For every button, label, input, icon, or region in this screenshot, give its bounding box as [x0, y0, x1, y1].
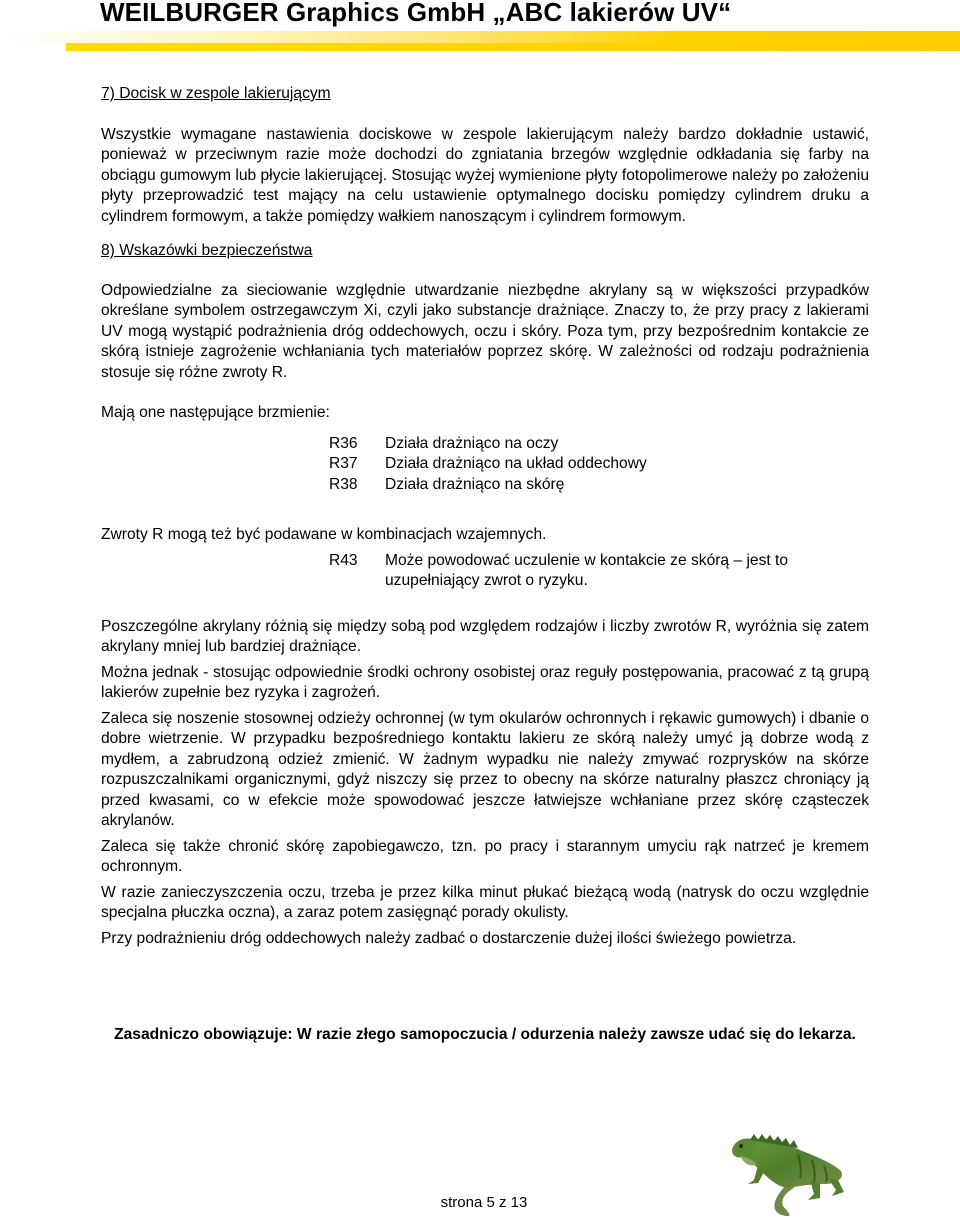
- r-phrases-intro: Mają one następujące brzmienie:: [101, 404, 330, 421]
- iguana-icon: [728, 1128, 850, 1218]
- paragraph-acrylates: Poszczególne akrylany różnią się między sobą pod względem rodzajów i liczby zwrotów R, wyróżnia się zatem akrylany mniej lub bardziej drażniące.: [101, 617, 869, 655]
- list-item: [329, 475, 869, 496]
- r43-text-line-1: Może powodować uczulenie w kontakcie ze skórą – jest to: [385, 551, 789, 569]
- document-body: [101, 84, 869, 949]
- paragraph-airways: Przy podrażnieniu dróg oddechowych należy zadbać o dostarczenie dużej ilości świeżego powietrza.: [101, 929, 797, 947]
- r-phrase-code: R43: [329, 551, 358, 569]
- section-8-heading: 8) Wskazówki bezpieczeństwa: [101, 242, 313, 259]
- r-phrase-text: [385, 551, 869, 592]
- r43-text-line-2: uzupełniający zwrot o ryzyku.: [385, 572, 588, 589]
- list-item: [329, 434, 869, 455]
- final-note: Zasadniczo obowiązuje: W razie złego samopoczucia / odurzenia należy zawsze udać się do lekarza.: [114, 1026, 856, 1043]
- combination-note: Zwroty R mogą też być podawane w kombinacjach wzajemnych.: [101, 526, 547, 543]
- r-phrase-code: R38: [329, 475, 358, 493]
- paragraph-eyes: W razie zanieczyszczenia oczu, trzeba je przez kilka minut płukać bieżącą wodą (natrysk do oczu względnie specjalna płuczka oczna), a zaraz potem zasięgnąć porady okulisty.: [101, 883, 869, 921]
- header-yellow-bar: [66, 43, 960, 51]
- paragraph-protection: Można jednak - stosując odpowiednie środki ochrony osobistej oraz reguły postępowania, pracować z tą grupą lakierów zupełnie bez ryzyka i zagrożeń.: [101, 663, 869, 701]
- section-8-paragraph: Odpowiedzialne za sieciowanie względnie utwardzanie niezbędne akrylany są w większości przypadków określane symbolem ostrzegawczym Xi, czyli jako substancje drażniące. Znaczy to, że przy pracy z lakierami UV mogą wystąpić podrażnienia dróg oddechowych, oczu i skóry. Poza tym, przy bezpośrednim kontakcie ze skórą istnieje zagrożenie wchłaniania tych materiałów poprzez skórę. W zależności od rodzaju podrażnienia stosuje się różne zwroty R.: [101, 281, 869, 381]
- r43-phrase: [329, 551, 869, 592]
- r-phrase-text: Działa drażniąco na oczy: [385, 434, 559, 452]
- paragraph-skin-cream: Zaleca się także chronić skórę zapobiegawczo, tzn. po pracy i starannym umyciu rąk natrzeć je kremem ochronnym.: [101, 837, 869, 875]
- page-number: strona 5 z 13: [440, 1194, 528, 1211]
- r-phrase-list: [329, 434, 869, 496]
- header-gradient-band: [0, 31, 960, 43]
- section-7-heading: 7) Docisk w zespole lakierującym: [101, 85, 331, 102]
- r-phrase-code: R37: [329, 455, 358, 472]
- r-phrase-code: R36: [329, 434, 358, 452]
- list-item: [329, 454, 869, 475]
- document-title: WEILBURGER Graphics GmbH „ABC lakierów UV“: [100, 0, 732, 27]
- r-phrase-text: Działa drażniąco na układ oddechowy: [385, 455, 647, 472]
- paragraph-clothing: Zaleca się noszenie stosownej odzieży ochronnej (w tym okularów ochronnych i rękawic gumowych) i dbanie o dobre wietrzenie. W przypadku bezpośredniego kontaktu lakieru ze skórą należy umyć ją dobrze wodą z mydłem, a zabrudzoną odzież zmienić. W żadnym wypadku nie należy zmywać rozprysków na skórze rozpuszczalnikami organicznymi, gdyż niszczy się przez to obecny na skórze naturalny płaszcz chroniący ją przed kwasami, co w efekcie może spowodować jeszcze łatwiejsze wchłaniane przez skórę cząsteczek akrylanów.: [101, 709, 869, 829]
- r-phrase-text: Działa drażniąco na skórę: [385, 475, 565, 493]
- section-7-paragraph: Wszystkie wymagane nastawienia dociskowe w zespole lakierującym należy bardzo dokładnie ustawić, ponieważ w przeciwnym razie może dochodzi do zgniatania brzegów względnie odkładania się farby na obciągu gumowym lub płycie lakierującej. Stosując wyżej wymienione płyty fotopolimerowe należy po założeniu płyty przeprowadzić test mający na celu ustawienie optymalnego docisku pomiędzy cylindrem druku a cylindrem formowym, a także pomiędzy wałkiem nanoszącym i cylindrem formowym.: [101, 125, 869, 225]
